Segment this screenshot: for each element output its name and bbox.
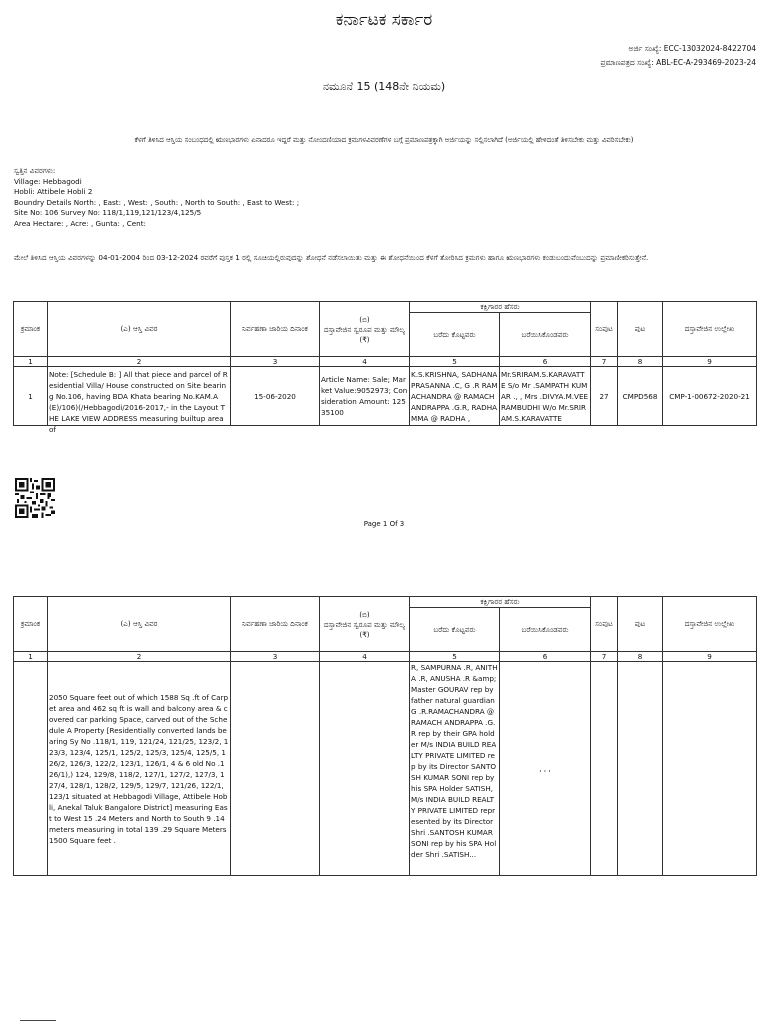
- row-doc-ref: [663, 662, 757, 876]
- header-volume: ಸಂಪುಟ: [591, 302, 618, 357]
- header-claimant: ಬರೆಯಿಸಿಕೊಂಡವರು: [500, 313, 591, 357]
- row-date: 15-06-2020: [231, 367, 320, 426]
- header-rupee: (₹): [359, 629, 370, 639]
- col-number: 2: [48, 357, 231, 367]
- application-number: ಅರ್ಜಿ ಸಂಖ್ಯೆ: ECC-13032024-8422704: [628, 44, 756, 53]
- column-number-row: [14, 357, 757, 367]
- village-line: Village: Hebbagodi: [14, 176, 82, 186]
- row-sl: [14, 662, 48, 876]
- row-nature: [320, 367, 410, 426]
- header-property-desc: (ಎ) ಆಸ್ತಿ ವಿವರ: [48, 597, 231, 652]
- col-number: 9: [663, 652, 757, 662]
- col-number: 5: [410, 357, 500, 367]
- intro-text: ಕೆಳಗೆ ತಿಳಿಸಿದ ಆಸ್ತಿಯ ಸಂಬಂಧದಲ್ಲಿ ಋಣಭಾರಗಳು ಏನಾದರೂ ಇದ್ದರೆ ಮತ್ತು ನೋಂದಣಿಯಾದ ಕ್ರಮಗಳವಿವರಣೆಗಳ ಬಗ್ಗೆ ಪ್ರಮಾಣಪತ್ರಕ್ಕಾಗಿ ಅರ್ಜಿಯನ್ನು ಸಲ್ಲಿಸಲಾಗಿದೆ (ಅರ್ಜಿಯಲ್ಲಿ ಹೇಳಿದಂತೆ ತಿಳಿಸಬೇಕು ಮತ್ತು ವಿವರಿಸಬೇಕು): [134, 136, 634, 144]
- header-doc-nature-label: ದಸ್ತಾವೇಜಿನ ಸ್ವರೂಪ ಮತ್ತು ಮೌಲ್ಯ: [323, 619, 406, 629]
- col-number: 7: [591, 652, 618, 662]
- header-doc-nature-label: ದಸ್ತಾವೇಜಿನ ಸ್ವರೂಪ ಮತ್ತು ಮೌಲ್ಯ: [323, 324, 406, 334]
- header-exec-date: ನಿರ್ವಹಣಾ ಜಾರಿಯ ದಿನಾಂಕ: [231, 597, 320, 652]
- column-number-row: [14, 652, 757, 662]
- header-doc-nature: [320, 302, 410, 357]
- header-sl-no: ಕ್ರಮಾಂಕ: [14, 597, 48, 652]
- row-sl: 1: [14, 367, 48, 426]
- header-doc-nature-b: (ಬಿ): [359, 314, 370, 324]
- col-number: 8: [618, 652, 663, 662]
- row-claimant: , , ,: [500, 662, 591, 876]
- row-doc-ref: CMP-1-00672-2020-21: [663, 367, 757, 426]
- header-parties: ಕಕ್ಷಿಗಾರರ ಹೆಸರು: [410, 302, 591, 313]
- table-row: [14, 367, 757, 426]
- property-details: [14, 166, 299, 230]
- col-number: 1: [14, 652, 48, 662]
- property-details-heading: ಸ್ವತ್ತಿನ ವಿವರಗಳು:: [14, 166, 56, 175]
- row-property: [48, 662, 231, 876]
- row-nature-text: Article Name: Sale; Market Value:9052973; Consideration Amount: 12535100: [321, 375, 408, 417]
- page-number: Page 1 Of 3: [363, 520, 405, 528]
- row-volume: [591, 662, 618, 876]
- col-number: 3: [231, 652, 320, 662]
- certificate-number: ಪ್ರಮಾಣಪತ್ರದ ಸಂಖ್ಯೆ: ABL-EC-A-293469-2023-24: [600, 58, 756, 67]
- row-page: [618, 662, 663, 876]
- table-row: [14, 662, 757, 876]
- encumbrance-table-page2: [13, 596, 757, 876]
- header-doc-ref: ದಸ್ತಾವೇಜಿನ ಉಲ್ಲೇಖ: [663, 597, 757, 652]
- row-executant-text: R, SAMPURNA .R, ANITHA .R, ANUSHA .R &amp; Master GOURAV rep by father natural guardian G .R.RAMACHANDRA @ RAMACH ANDRAPPA .G.R rep by their GPA holder M/s INDIA BUILD REALTY PRIVATE LIMITED rep by its Director SANTOSH KUMAR SONI rep by his SPA Holder SATISH, M/s INDIA BUILD REALTY PRIVATE LIMITED represented by its Director Shri .SANTOSH KUMAR SONI rep by his SPA Holder Shri .SATISH...: [411, 663, 498, 859]
- header-doc-nature-b: (ಬಿ): [359, 609, 370, 619]
- header-page: ಪುಟ: [618, 597, 663, 652]
- row-nature: [320, 662, 410, 876]
- col-number: 4: [320, 357, 410, 367]
- header-doc-nature: [320, 597, 410, 652]
- form-title: ನಮೂನೆ 15 (148ನೇ ನಿಯಮ): [322, 80, 446, 93]
- col-number: 8: [618, 357, 663, 367]
- page-edge-fragment: [20, 1018, 56, 1024]
- col-number: 5: [410, 652, 500, 662]
- col-number: 7: [591, 357, 618, 367]
- row-property: [48, 367, 231, 434]
- boundary-line: Boundry Details North: , East: , West: , South: , North to South: , East to West: ;: [14, 197, 300, 207]
- reference-numbers: [601, 42, 756, 70]
- col-number: 6: [500, 357, 591, 367]
- header-parties: ಕಕ್ಷಿಗಾರರ ಹೆಸರು: [410, 597, 591, 608]
- col-number: 1: [14, 357, 48, 367]
- col-number: 3: [231, 357, 320, 367]
- encumbrance-table-page1: [13, 301, 757, 434]
- header-executant: ಬರೆದು ಕೊಟ್ಟವರು: [410, 608, 500, 652]
- area-line: Area Hectare: , Acre: , Gunta: , Cent:: [14, 218, 146, 228]
- col-number: 6: [500, 652, 591, 662]
- row-executant: [410, 367, 500, 426]
- col-number: 9: [663, 357, 757, 367]
- row-executant: [410, 662, 500, 876]
- row-property-text: 2050 Square feet out of which 1588 Sq .ft of Carpet area and 462 sq ft is wall and balcony area & covered car parking Space, carved out of the Schedule A Property [Residentially converted lands bearing Sy No .118/1, 119, 121/24, 121/25, 123/2, 123/3, 123/4, 125/1, 125/2, 125/3, 125/4, 125/5, 126/2, 126/3, 122/2, 123/1, 126/1, 4 & 6 old No .126/1),) 124, 129/8, 118/2, 127/1, 127/2, 127/3, 127/4, 128/1, 128/2, 129/5, 129/7, 121/26, 122/1, 123/1 situated at Hebbagodi Village, Attibele Hobli, Anekal Taluk Bangalore District] measuring East to West 15 .24 Meters and North to South 9 .14 meters measuring in total 139 .29 Square Meters 1500 Square feet .: [49, 692, 229, 845]
- row-claimant: [500, 367, 591, 426]
- col-number: 4: [320, 652, 410, 662]
- qr-code-icon: [15, 478, 55, 518]
- page-title: ಕರ್ನಾಟಕ ಸರ್ಕಾರ: [335, 10, 433, 30]
- row-date: [231, 662, 320, 876]
- row-claimant-text: Mr.SRIRAM.S.KARAVATTE S/o Mr .SAMPATH KUMAR ., , Mrs .DIVYA.M.VEERAMBUDHI W/o Mr.SRIRAM.S.KARAVATTE: [501, 369, 589, 423]
- row-page: CMPD568: [618, 367, 663, 426]
- header-exec-date: ನಿರ್ವಹಣಾ ಜಾರಿಯ ದಿನಾಂಕ: [231, 302, 320, 357]
- header-volume: ಸಂಪುಟ: [591, 597, 618, 652]
- header-page: ಪುಟ: [618, 302, 663, 357]
- row-property-text: Note: [Schedule B: ] All that piece and parcel of Residential Villa/ House constructed on Site bearing No.106, having BDA Khata bearing No.KAM.A(E)/106)(/Hebbagodi/2016-2017,- in the Layout THE LAKE VIEW ADDRESS measuring builtup area of: [49, 369, 228, 434]
- header-sl-no: ಕ್ರಮಾಂಕ: [14, 302, 48, 357]
- header-claimant: ಬರೆಯಿಸಿಕೊಂಡವರು: [500, 608, 591, 652]
- row-executant-text: K.S.KRISHNA, SADHANA PRASANNA .C, G .R RAMACHANDRA @ RAMACHANDRAPPA .G.R, RADHAMMA @ RADHA ,: [411, 369, 498, 423]
- col-number: 2: [48, 652, 231, 662]
- row-volume: 27: [591, 367, 618, 426]
- header-doc-ref: ದಸ್ತಾವೇಜಿನ ಉಲ್ಲೇಖ: [663, 302, 757, 357]
- header-executant: ಬರೆದು ಕೊಟ್ಟವರು: [410, 313, 500, 357]
- site-line: Site No: 106 Survey No: 118/1,119,121/123/4,125/5: [14, 208, 202, 218]
- hobli-line: Hobli: Attibele Hobli 2: [14, 187, 93, 197]
- certification-statement: ಮೇಲೆ ತಿಳಿಸಿದ ಆಸ್ತಿಯ ವಿವರಗಳನ್ನು 04-01-2004 ರಿಂದ 03-12-2024 ರವರೆಗೆ ಪುಸ್ತಕ 1 ರಲ್ಲಿ ಸೂಚಿಯಲ್ಲಿರುವುದನ್ನು ಶೋಧನೆ ನಡೆಸಲಾಯಿತು ಮತ್ತು ಈ ಶೋಧನೆಯಿಂದ ಕೆಳಗೆ ತೋರಿಸಿದ ಕ್ರಮಗಳು ಹಾಗೂ ಋಣಭಾರಗಳು ಕಂಡುಬಂದುವೆಂಬುದನ್ನು ಪ್ರಮಾಣೀಕರಿಸುತ್ತೇನೆ.: [14, 253, 649, 262]
- header-property-desc: (ಎ) ಆಸ್ತಿ ವಿವರ: [48, 302, 231, 357]
- header-rupee: (₹): [359, 334, 370, 344]
